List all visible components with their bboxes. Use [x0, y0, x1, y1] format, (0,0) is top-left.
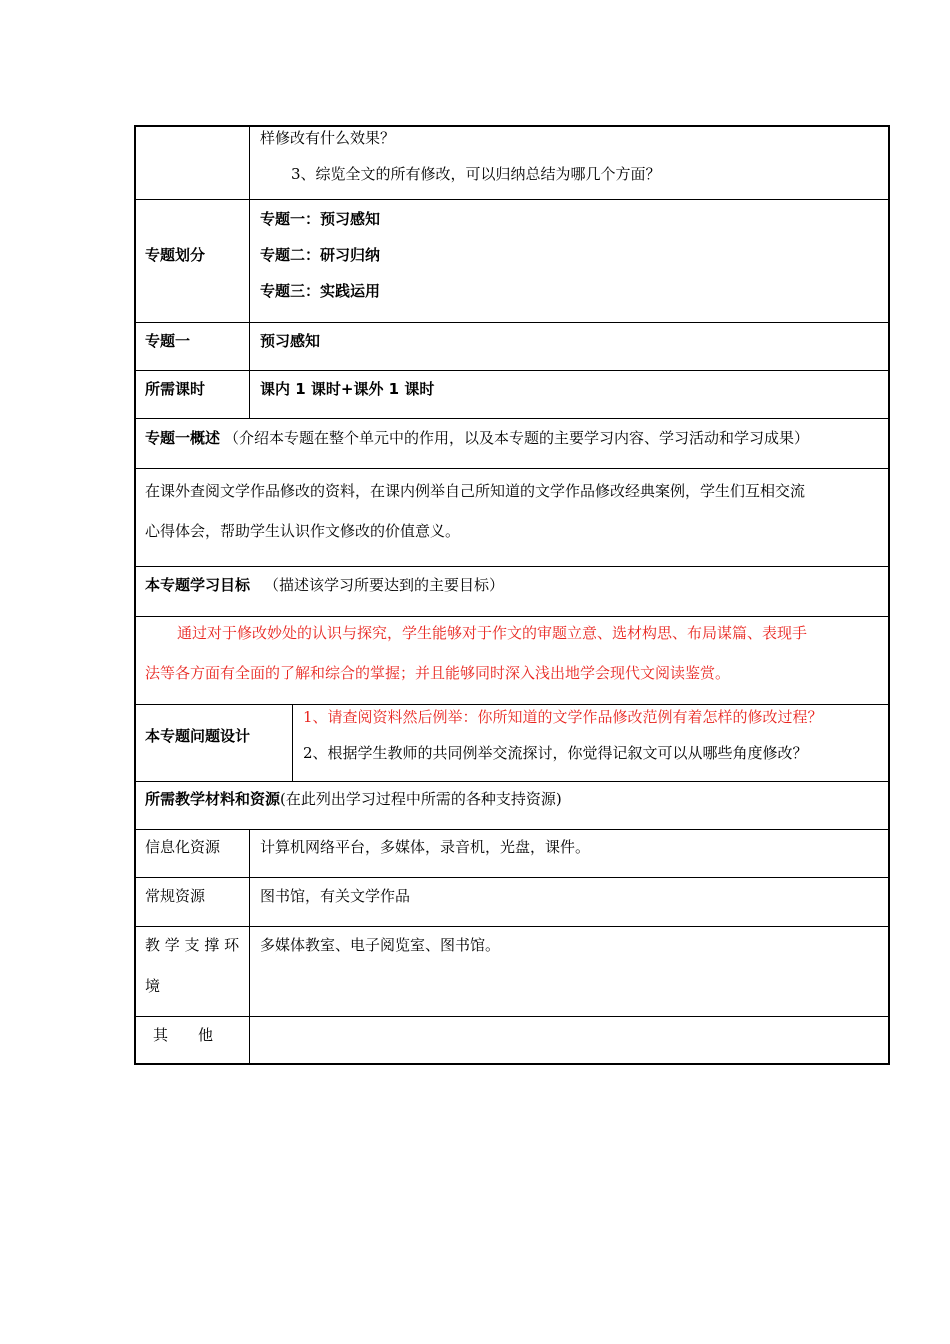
- topic-division-item: 专题一：预习感知: [260, 210, 381, 228]
- resource-label: 其 他: [153, 1026, 214, 1044]
- hours-value: 课内 1 课时+课外 1 课时: [260, 380, 435, 398]
- column-divider: [249, 829, 250, 1065]
- column-divider: [292, 704, 293, 781]
- materials-label: 所需教学材料和资源: [145, 790, 281, 808]
- overview-header: [145, 420, 809, 456]
- topic-division-item: 专题二：研习归纳: [260, 246, 381, 264]
- goal-label: 本专题学习目标: [145, 576, 251, 594]
- topic1-label: 专题一: [145, 332, 191, 350]
- row-divider: [134, 370, 890, 371]
- goal-body-line-1: 通过对于修改妙处的认识与探究，学生能够对于作文的审题立意、选材构思、布局谋篇、表现手: [177, 624, 808, 642]
- topic-division-item: 专题三：实践运用: [260, 282, 381, 300]
- materials-hint: (在此列出学习过程中所需的各种支持资源): [280, 790, 562, 808]
- goal-hint: （描述该学习所要达到的主要目标）: [264, 576, 505, 594]
- row-divider: [134, 926, 890, 927]
- lesson-plan-table: [134, 125, 890, 1065]
- row-divider: [134, 322, 890, 323]
- topic1-value: 预习感知: [260, 332, 321, 350]
- overview-body-line-1: 在课外查阅文学作品修改的资料，在课内例举自己所知道的文学作品修改经典案例，学生们互相交流: [145, 482, 806, 500]
- row-divider: [134, 199, 890, 200]
- resource-value: 计算机网络平台，多媒体，录音机，光盘，课件。: [260, 838, 591, 856]
- overview-hint: （介绍本专题在整个单元中的作用，以及本专题的主要学习内容、学习活动和学习成果）: [224, 429, 810, 447]
- overview-body-line-2: 心得体会，帮助学生认识作文修改的价值意义。: [145, 522, 461, 540]
- overview-label: 专题一概述: [145, 429, 221, 447]
- table-top-border: [134, 125, 890, 127]
- row-divider: [134, 877, 890, 878]
- table-bottom-border: [134, 1063, 890, 1065]
- column-divider: [249, 125, 250, 418]
- row-divider: [134, 418, 890, 419]
- resource-label: 教 学 支 撑 环: [145, 936, 240, 954]
- hours-label: 所需课时: [145, 380, 206, 398]
- resource-label: 常规资源: [145, 887, 206, 905]
- goal-body-line-2: 法等各方面有全面的了解和综合的掌握；并且能够同时深入浅出地学会现代文阅读鉴赏。: [145, 664, 731, 682]
- resource-label-continued: 境: [145, 977, 161, 995]
- resource-value: 多媒体教室、电子阅览室、图书馆。: [260, 936, 501, 954]
- question-1: 1、请查阅资料然后例举：你所知道的文学作品修改范例有着怎样的修改过程？: [303, 708, 823, 726]
- table-left-border: [134, 125, 136, 1065]
- goal-header: [145, 567, 504, 603]
- question-2: 2、根据学生教师的共同例举交流探讨，你觉得记叙文可以从哪些角度修改？: [303, 744, 808, 762]
- questions-label: 本专题问题设计: [145, 727, 251, 745]
- resource-label: 信息化资源: [145, 838, 221, 856]
- resource-value: 图书馆，有关文学作品: [260, 887, 411, 905]
- intro-line-1: 样修改有什么效果？: [260, 129, 396, 147]
- topic-division-label: 专题划分: [145, 246, 206, 264]
- table-right-border: [888, 125, 890, 1065]
- row-divider: [134, 1016, 890, 1017]
- intro-line-2: 3、综览全文的所有修改，可以归纳总结为哪几个方面？: [291, 165, 661, 183]
- materials-header: [145, 781, 562, 817]
- row-divider: [134, 468, 890, 469]
